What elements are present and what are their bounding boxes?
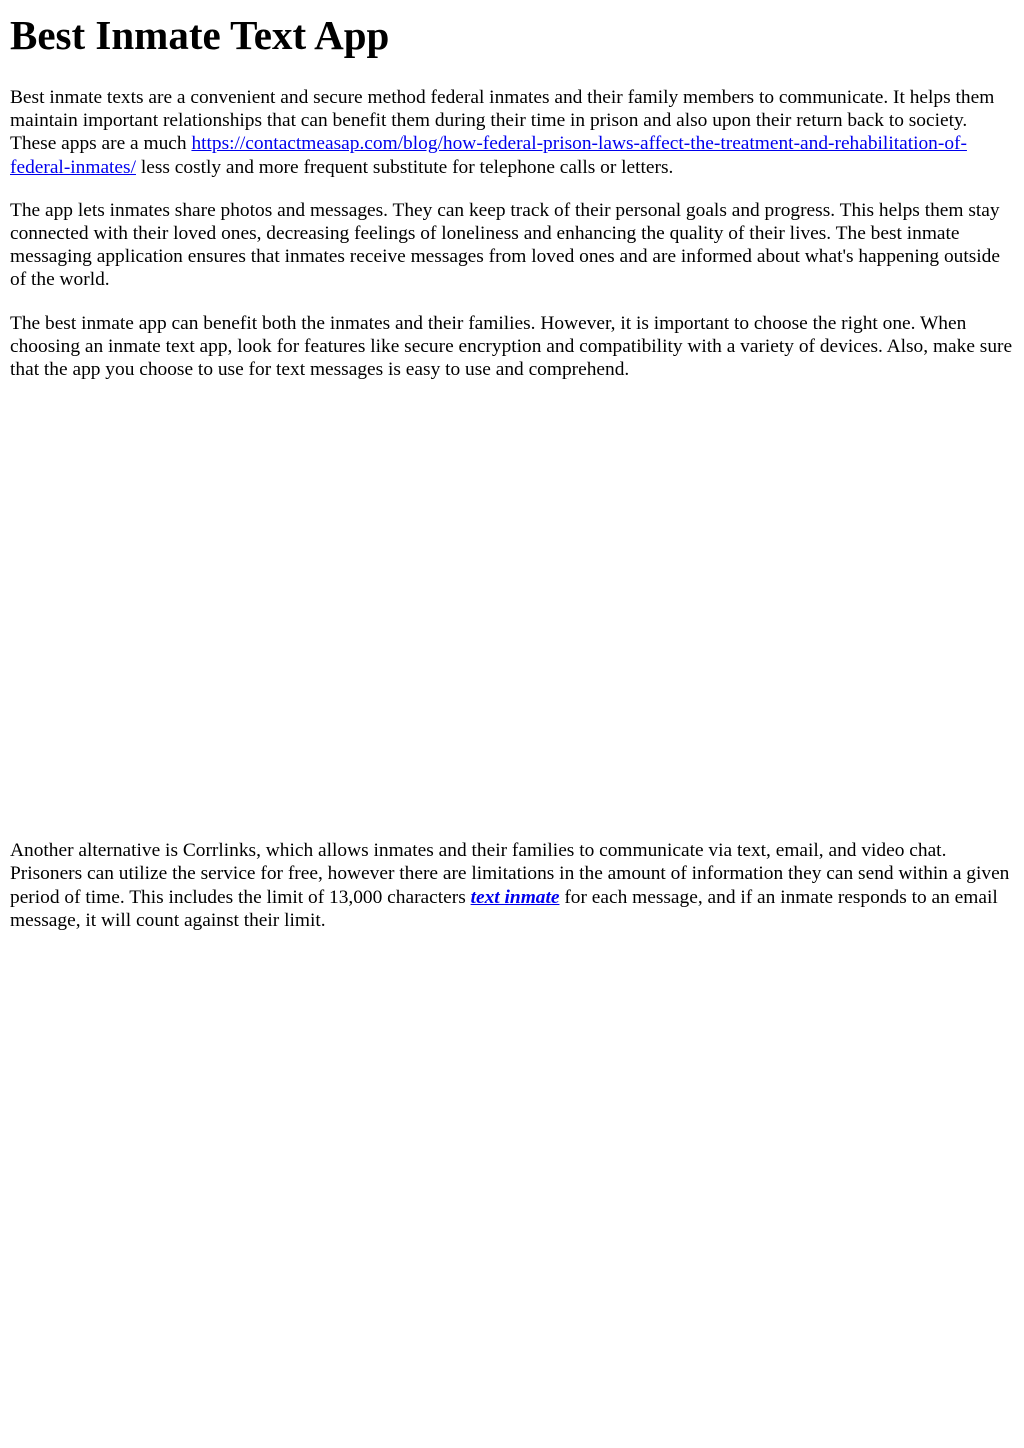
paragraph-corrlinks-text-before: Another alternative is Corrlinks, which allows inmates and their families to communicate via text, email, and video chat. Prisoners can utilize the service for free, however there are limitations in the amount of information they can send within a given period of time. This includes the limit of 13,000 characters [10,840,1010,908]
paragraph-intro [10,86,1014,179]
paragraph-intro-text-after: less costly and more frequent substitute for telephone calls or letters. [135,156,674,178]
text-inmate-link[interactable]: text inmate [470,886,560,908]
page-title: Best Inmate Text App [10,12,390,58]
paragraph-corrlinks-text-after: for each message, and if an inmate responds to an email message, it will count against their limit. [10,886,998,931]
article-body [0,12,1024,932]
blank-space [10,381,1014,839]
contactmeasap-link[interactable]: https://contactmeasap.com/blog/how-federal-prison-laws-affect-the-treatment-and-rehabilitation-of-federal-inmates/ [10,133,967,178]
paragraph-features: The app lets inmates share photos and messages. They can keep track of their personal goals and progress. This helps them stay connected with their loved ones, decreasing feelings of loneliness and enhancing the quality of their lives. The best inmate messaging application ensures that inmates receive messages from loved ones and are informed about what's happening outside of the world. [10,199,1000,291]
paragraph-choosing: The best inmate app can benefit both the inmates and their families. However, it is important to choose the right one. When choosing an inmate text app, look for features like secure encryption and compatibility with a variety of devices. Also, make sure that the app you choose to use for text messages is easy to use and comprehend. [10,312,1013,381]
paragraph-intro-text-before: Best inmate texts are a convenient and secure method federal inmates and their family members to communicate. It helps them maintain important relationships that can benefit them during their time in prison and also upon their return back to society. These apps are a much [10,87,995,155]
paragraph-corrlinks [10,839,1014,932]
